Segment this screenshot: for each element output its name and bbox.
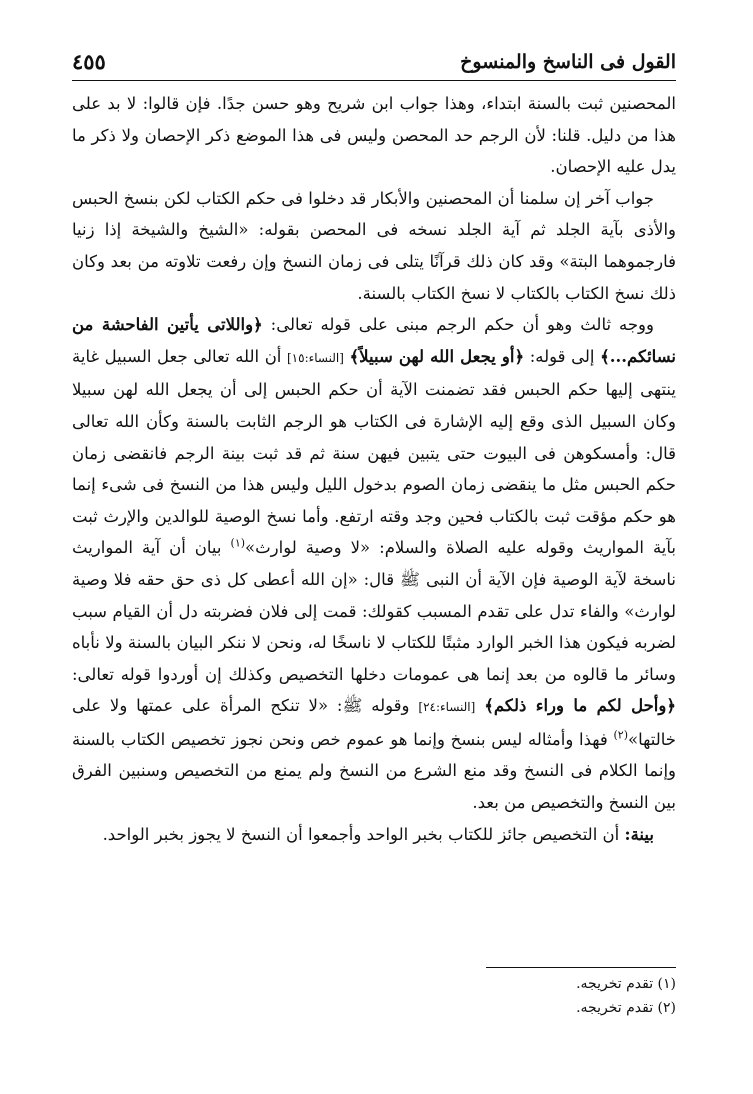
verse-reference-2: [النساء:٢٤]: [418, 700, 476, 715]
paragraph-3: [72, 309, 676, 819]
paragraph-3-text-e: وقوله ﷺ: «لا تنكح المرأة على عمتها ولا على خالتها»: [72, 696, 676, 749]
footnote-1: (١) تقدم تخريجه.: [576, 976, 676, 992]
paragraph-4-lead: بينة:: [624, 824, 654, 844]
footnotes: [72, 972, 676, 1020]
page-number: ٤٥٥: [72, 49, 106, 74]
paragraph-4-text: أن التخصيص جائز للكتاب بخبر الواحد وأجمعوا أن النسخ لا يجوز بخبر الواحد.: [102, 824, 620, 844]
verse-reference-1: [النساء:١٥]: [286, 350, 344, 365]
quran-verse-3: ﴿وأحل لكم ما وراء ذلكم﴾: [484, 696, 676, 716]
paragraph-4: [72, 819, 676, 851]
paragraph-1: المحصنين ثبت بالسنة ابتداء، وهذا جواب ابن شريح وهو حسن جدًا. فإن قالوا: لا بد على هذا من دليل. قلنا: لأن الرجم حد المحصن وليس فى هذا الموضع ذكر الإحصان ولا ذكر ما يدل عليه الإحصان.: [72, 94, 676, 177]
footnote-2: (٢) تقدم تخريجه.: [576, 1000, 676, 1016]
running-title: القول فى الناسخ والمنسوخ: [460, 51, 676, 73]
page-header: [72, 50, 676, 78]
footnote-rule: [486, 967, 676, 968]
quran-verse-2: ﴿أو يجعل الله لهن سبيلاً﴾: [349, 346, 525, 366]
paragraph-2: جواب آخر إن سلمنا أن المحصنين والأبكار قد دخلوا فى حكم الكتاب لكن بنسخ الحبس والأذى بآية الجلد ثم آية الجلد نسخه فى المحصن بقوله: «الشيخ والشيخة إذا زنيا فارجموهما البتة» وقد كان ذلك قرآنًا يتلى فى زمان النسخ وإن رفعت تلاوته من بعد وكان ذلك نسخ الكتاب بالكتاب لا نسخ الكتاب بالسنة.: [72, 188, 676, 303]
footnote-marker-2[interactable]: (٢): [613, 728, 629, 742]
paragraph-3-text-a: ووجه ثالث وهو أن حكم الرجم مبنى على قوله تعالى:: [270, 315, 654, 335]
main-text: [72, 88, 676, 850]
paragraph-3-text-d: بيان أن آية المواريث ناسخة لآية الوصية فإن الآية أن النبى ﷺ قال: «إن الله أعطى كل ذى حق حقه فلا وصية لوارث» والفاء تدل على تقدم المسبب كقولك: قمت إلى فلان فضربته دل أن القيام سبب لضربه فيكون هذا الخبر الوارد مثبتًا للكتاب لا ناسخًا له، ونحن لا ننكر البيان بالسنة ولا نأباه وسائر ما قالوه من بعد إنما هى عمومات دخلها التخصيص وكذلك إن أوردوا قوله تعالى:: [72, 538, 676, 684]
paragraph-3-text-f: فهذا وأمثاله ليس بنسخ وإنما هو عموم خص ونحن نجوز تخصيص الكتاب بالسنة وإنما الكلام فى النسخ وقد منع الشرع من النسخ ولم يمنع من التخصيص وسنبين الفرق بين النسخ والتخصيص من بعد.: [72, 729, 676, 813]
footnote-marker-1[interactable]: (١): [230, 536, 246, 550]
quran-verse-1: ﴿واللاتى يأتين الفاحشة من نسائكم...﴾: [72, 315, 677, 366]
header-rule: [72, 80, 676, 81]
paragraph-3-text-b: إلى قوله:: [529, 346, 595, 366]
paragraph-3-text-c: أن الله تعالى جعل السبيل غاية ينتهى إليها حكم الحبس فقد تضمنت الآية أن حكم الحبس إلى أن يجعل الله لهن سبيلا وكان السبيل الذى وقع إليه الإشارة فى الكتاب هو الرجم الثابت بالسنة وكأن الله تعالى قال: وأمسكوهن فى البيوت حتى يتبين فيهن سنة ثم قد ثبت بينة الرجم فانقضى زمان حكم الحبس مثل ما ينقضى زمان الصوم بدخول الليل وليس هذا من النسخ فى شىء إنما هو حكم مؤقت ثبت بالكتاب فحين وجد وقته ارتفع. وأما نسخ الوصية للوالدين والإرث ثبت بآية المواريث وقوله عليه الصلاة والسلام: «لا وصية لوارث»: [72, 346, 676, 558]
